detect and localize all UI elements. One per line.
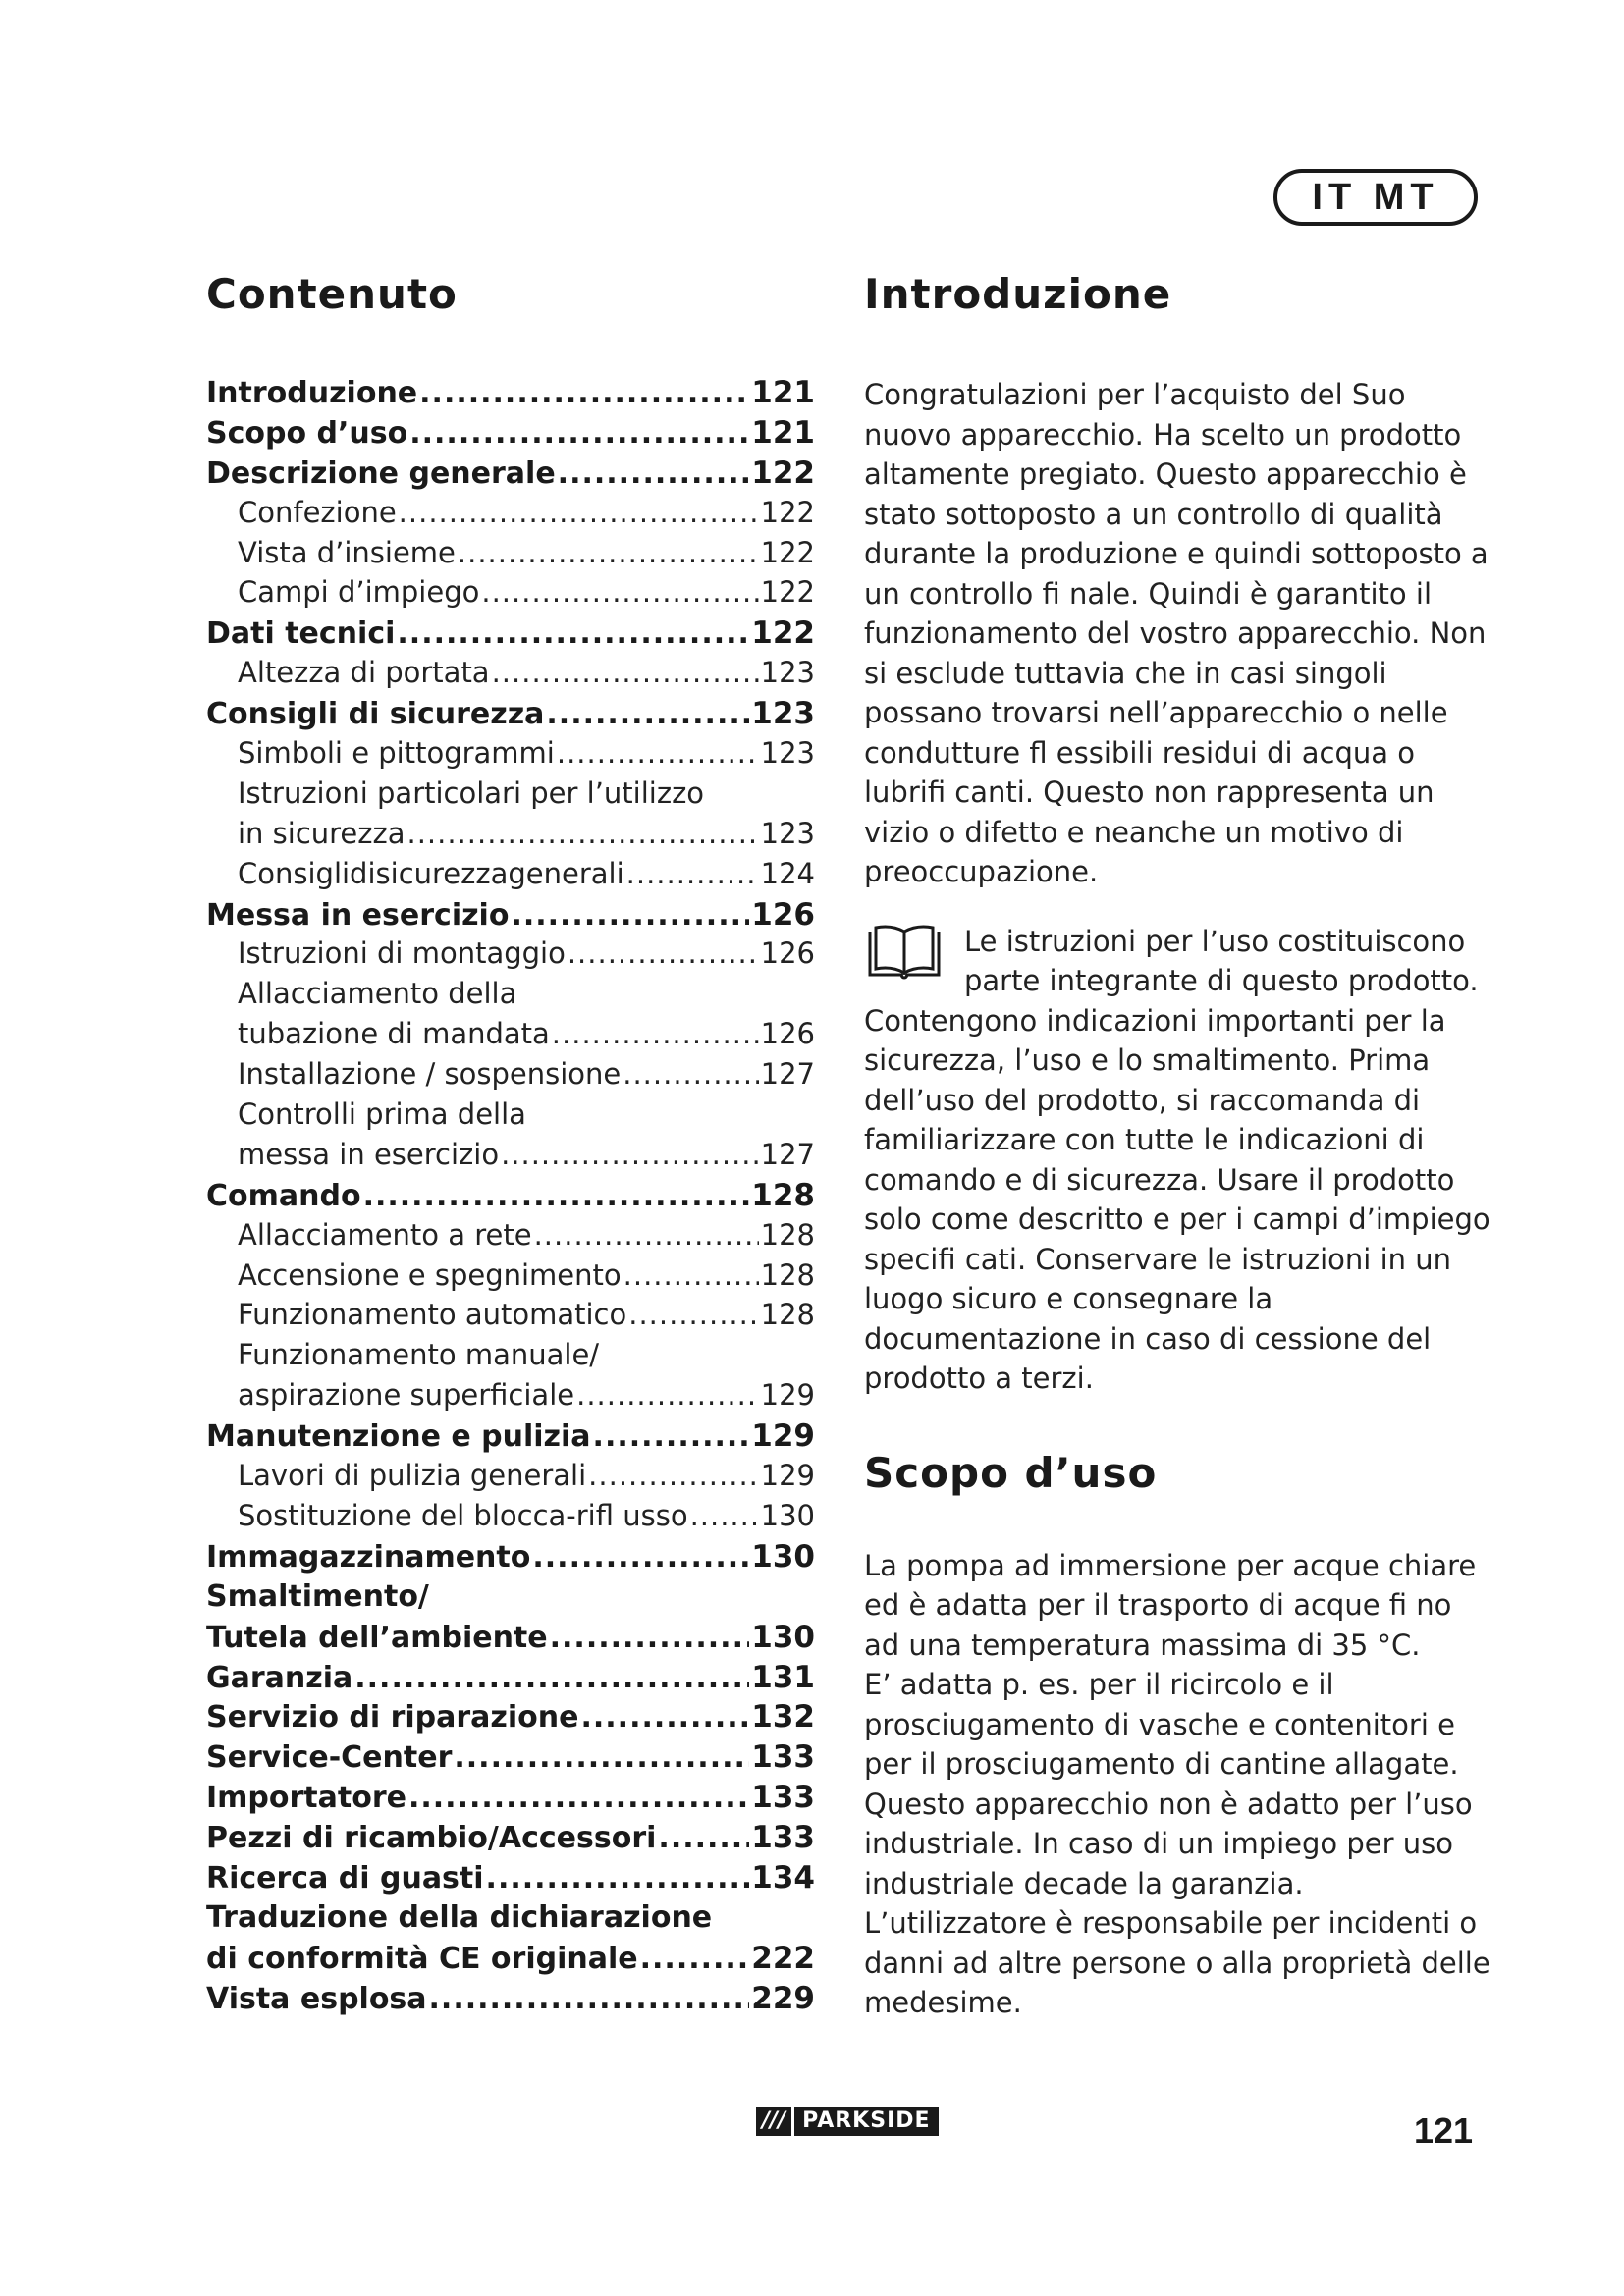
- toc-entry: [206, 1620, 815, 1660]
- toc-entry-page: 122: [760, 495, 815, 529]
- scopo-paragraph: La pompa ad immersione per acque chiare ed è adatta per il trasporto di acque fi no ad una temperatura massima di 35 °C.: [864, 1548, 1477, 1662]
- toc-entry-page: 122: [751, 454, 815, 491]
- toc-entry: [206, 1178, 815, 1218]
- toc-leader-dots: [558, 456, 750, 491]
- toc-entry-label: Immagazzinamento: [206, 1539, 531, 1575]
- language-badge: IT MT: [1273, 169, 1478, 226]
- toc-entry-label: Importatore: [206, 1781, 406, 1816]
- toc-entry-label: Garanzia: [206, 1660, 353, 1695]
- toc-leader-dots: [407, 817, 759, 850]
- toc-entry: [206, 977, 815, 1017]
- toc-entry-label: Confezione: [238, 495, 397, 529]
- toc-entry: [206, 1459, 815, 1499]
- toc-leader-dots: [626, 857, 759, 890]
- toc-leader-dots: [534, 1218, 759, 1252]
- toc-entry-page: 229: [751, 1980, 815, 2016]
- toc-entry: [206, 1739, 815, 1780]
- toc-entry: [206, 496, 815, 536]
- toc-entry-page: 126: [760, 1017, 815, 1051]
- toc-entry-label: Vista d’insieme: [238, 535, 456, 569]
- toc-entry-page: 123: [751, 696, 815, 732]
- toc-leader-dots: [658, 1821, 749, 1855]
- toc-entry-page: 127: [760, 1137, 815, 1171]
- toc-leader-dots: [640, 1942, 750, 1976]
- toc-entry-page: 128: [760, 1217, 815, 1252]
- toc-entry-label: Dati tecnici: [206, 616, 396, 652]
- toc-entry: [206, 1699, 815, 1739]
- toc-entry: [206, 1298, 815, 1338]
- toc-entry: [206, 936, 815, 977]
- toc-entry: [206, 1941, 815, 1981]
- toc-entry-label: messa in esercizio: [238, 1137, 500, 1171]
- notice-first-sentence: Le istruzioni per l’uso costituiscono parte integrante di questo prodotto.: [964, 924, 1479, 997]
- toc-leader-dots: [454, 1740, 749, 1775]
- toc-entry-page: 127: [760, 1057, 815, 1092]
- book-icon: [864, 924, 945, 985]
- scopo-title: Scopo d’uso: [864, 1448, 1158, 1497]
- logo-brand: PARKSIDE: [794, 2107, 938, 2136]
- content-column: [864, 265, 1492, 2023]
- toc-leader-dots: [354, 1661, 749, 1695]
- toc-leader-dots: [580, 1700, 749, 1735]
- toc-entry: [206, 1057, 815, 1097]
- toc-entry: [206, 375, 815, 415]
- toc-entry: [206, 1860, 815, 1900]
- toc-entry: [206, 776, 815, 817]
- toc-entry-label: Controlli prima della: [238, 1097, 526, 1132]
- parkside-logo: [756, 2107, 939, 2136]
- toc-leader-dots: [532, 1540, 749, 1575]
- toc-entry-page: 128: [760, 1257, 815, 1292]
- toc-leader-dots: [408, 1781, 749, 1815]
- toc-entry-label: Consiglidisicurezzagenerali: [238, 856, 624, 890]
- toc-entry-label: Ricerca di guasti: [206, 1860, 484, 1896]
- intro-title: Introduzione: [864, 270, 1172, 318]
- toc-leader-dots: [399, 496, 759, 529]
- toc-entry: [206, 1780, 815, 1820]
- toc-entry: [206, 1258, 815, 1299]
- toc-entry: [206, 1017, 815, 1057]
- toc-entry: [206, 1499, 815, 1539]
- toc-entry-label: Pezzi di ricambio/Accessori: [206, 1821, 657, 1856]
- toc-entry-page: 131: [751, 1659, 815, 1695]
- toc-entry: [206, 1418, 815, 1459]
- toc-leader-dots: [623, 1258, 759, 1292]
- toc-entry-page: 123: [760, 656, 815, 690]
- toc-leader-dots: [593, 1419, 750, 1454]
- toc-leader-dots: [419, 376, 749, 410]
- notice-paragraph: [864, 922, 1492, 1399]
- toc-entry: [206, 455, 815, 496]
- toc-entry-label: Sostituzione del blocca-rifl usso: [238, 1498, 688, 1532]
- toc-leader-dots: [552, 1017, 759, 1050]
- toc-entry-page: 129: [751, 1418, 815, 1455]
- toc-leader-dots: [492, 656, 759, 689]
- toc-entry-page: 122: [751, 615, 815, 652]
- toc-leader-dots: [458, 536, 759, 569]
- toc-entry-label: Scopo d’uso: [206, 415, 408, 451]
- toc-entry-label: Campi d’impiego: [238, 575, 480, 610]
- toc-entry: [206, 1660, 815, 1700]
- toc-entry-page: 121: [751, 414, 815, 451]
- toc-entry: [206, 1900, 815, 1941]
- toc-entry: [206, 1539, 815, 1579]
- toc-entry-label: Traduzione della dichiarazione: [206, 1899, 713, 1935]
- toc-leader-dots: [623, 1057, 758, 1091]
- toc-entry-page: 122: [760, 535, 815, 569]
- toc-leader-dots: [429, 1982, 750, 2016]
- toc-leader-dots: [550, 1621, 750, 1655]
- toc-entry: [206, 656, 815, 696]
- toc-entry: [206, 415, 815, 455]
- toc-entry-page: 133: [751, 1739, 815, 1776]
- toc-entry-page: 126: [760, 936, 815, 971]
- toc-entry-label: di conformità CE originale: [206, 1941, 638, 1976]
- toc-leader-dots: [690, 1499, 759, 1532]
- toc-entry: [206, 1338, 815, 1378]
- scopo-paragraph-2: E’ adatta p. es. per il ricircolo e il prosciugamento di vasche e contenitori e per il prosciugamento di cantine allagate. Questo apparecchio non è adatto per l’uso industriale. In caso di un impiego per uso industriale decade la garanzia. L’utilizzatore è responsabile per incidenti o danni ad altre persone o alla proprietà delle medesime.: [864, 1668, 1490, 2019]
- toc-leader-dots: [568, 936, 759, 970]
- toc-title: Contenuto: [206, 270, 458, 318]
- toc-entry: [206, 1138, 815, 1178]
- toc-entry: [206, 1378, 815, 1418]
- toc-entry-label: Vista esplosa: [206, 1981, 427, 2016]
- toc-leader-dots: [576, 1378, 759, 1412]
- toc-entry-label: Installazione / sospensione: [238, 1057, 622, 1092]
- toc-leader-dots: [397, 616, 749, 651]
- toc-column: [206, 265, 815, 2021]
- toc-entry: [206, 1981, 815, 2021]
- toc-entry: [206, 575, 815, 615]
- toc-entry-page: 128: [760, 1298, 815, 1332]
- toc-entry: [206, 817, 815, 857]
- toc-entry-label: Lavori di pulizia generali: [238, 1459, 587, 1493]
- toc-leader-dots: [486, 1861, 750, 1896]
- toc-leader-dots: [588, 1459, 758, 1492]
- toc-entry-label: Comando: [206, 1178, 361, 1213]
- toc-entry-page: 134: [751, 1859, 815, 1896]
- toc-leader-dots: [557, 736, 759, 770]
- toc-leader-dots: [546, 697, 749, 731]
- toc-entry-label: Service-Center: [206, 1740, 453, 1776]
- toc-entry: [206, 536, 815, 576]
- toc-leader-dots: [409, 416, 749, 451]
- toc-entry: [206, 1218, 815, 1258]
- toc-entry-label: Descrizione generale: [206, 455, 556, 491]
- toc-entry-label: in sicurezza: [238, 816, 406, 850]
- toc-leader-dots: [501, 1138, 759, 1171]
- toc-entry-label: Funzionamento manuale/: [238, 1338, 600, 1372]
- logo-slashes: ///: [756, 2107, 791, 2136]
- toc-leader-dots: [481, 575, 758, 609]
- intro-paragraph: Congratulazioni per l’acquisto del Suo nuovo apparecchio. Ha scelto un prodotto altamente pregiato. Questo apparecchio è stato sottoposto a un controllo di qualità durante la produzione e quindi sottoposto a un controllo fi nale. Quindi è garantito il funzionamento del vostro apparecchio. Non si esclude tuttavia che in casi singoli possano trovarsi nell’apparecchio o nelle condutture fl essibili residui di acqua o lubrifi canti. Questo non rappresenta un vizio o difetto e neanche un motivo di preoccupazione.: [864, 378, 1489, 888]
- toc-entry-page: 130: [760, 1498, 815, 1532]
- toc-entry-label: aspirazione superficiale: [238, 1378, 575, 1413]
- toc-entry-page: 133: [751, 1780, 815, 1816]
- toc-entry-label: Accensione e spegnimento: [238, 1257, 622, 1292]
- toc-entry-page: 130: [751, 1538, 815, 1575]
- toc-entry-label: tubazione di mandata: [238, 1017, 550, 1051]
- toc-leader-dots: [628, 1298, 758, 1331]
- toc-entry-label: Messa in esercizio: [206, 897, 510, 933]
- toc-entry-label: Istruzioni particolari per l’utilizzo: [238, 775, 705, 810]
- manual-notice: [864, 922, 1492, 1399]
- toc-entry: [206, 615, 815, 656]
- toc-entry-label: Introduzione: [206, 376, 418, 410]
- toc-entry-label: Simboli e pittogrammi: [238, 736, 555, 771]
- toc-entry-page: 129: [760, 1459, 815, 1493]
- toc-leader-dots: [511, 898, 749, 933]
- toc-entry-page: 121: [751, 375, 815, 410]
- toc-entry-label: Servizio di riparazione: [206, 1700, 579, 1735]
- toc-entry-label: Funzionamento automatico: [238, 1298, 627, 1332]
- toc-entry-page: 133: [751, 1820, 815, 1856]
- toc-entry-label: Smaltimento/: [206, 1578, 429, 1614]
- toc-entry-label: Allacciamento a rete: [238, 1217, 532, 1252]
- toc-entry: [206, 857, 815, 897]
- toc-entry-label: Tutela dell’ambiente: [206, 1620, 548, 1655]
- toc-entry-page: 132: [751, 1699, 815, 1735]
- toc-entry-page: 122: [760, 575, 815, 610]
- toc-entry-page: 130: [751, 1619, 815, 1655]
- toc-entry-label: Istruzioni di montaggio: [238, 936, 566, 971]
- toc-entry: [206, 897, 815, 937]
- page-number: 121: [1414, 2110, 1474, 2151]
- toc-entry: [206, 736, 815, 776]
- table-of-contents: [206, 375, 815, 2021]
- toc-leader-dots: [363, 1179, 750, 1213]
- toc-entry-page: 126: [751, 896, 815, 933]
- toc-entry: [206, 1579, 815, 1620]
- toc-entry-label: Allacciamento della: [238, 977, 517, 1011]
- toc-entry-page: 128: [751, 1177, 815, 1213]
- toc-entry-page: 123: [760, 736, 815, 771]
- toc-entry-page: 123: [760, 816, 815, 850]
- toc-entry-page: 222: [751, 1940, 815, 1976]
- notice-rest: Contengono indicazioni importanti per la sicurezza, l’uso e lo smaltimento. Prima dell’uso del prodotto, si raccomanda di familiarizzare con tutte le indicazioni di comando e di sicurezza. Usare il prodotto solo come descritto e per i campi d’impiego specifi cati. Conservare le istruzioni in un luogo sicuro e consegnare la documentazione in caso di cessione del prodotto a terzi.: [864, 1003, 1490, 1395]
- toc-entry-page: 124: [760, 856, 815, 890]
- toc-entry-label: Manutenzione e pulizia: [206, 1419, 591, 1455]
- toc-entry-label: Consigli di sicurezza: [206, 697, 545, 732]
- toc-entry: [206, 696, 815, 736]
- toc-entry-label: Altezza di portata: [238, 656, 490, 690]
- toc-entry: [206, 1097, 815, 1138]
- toc-entry-page: 129: [760, 1378, 815, 1413]
- toc-entry: [206, 1820, 815, 1860]
